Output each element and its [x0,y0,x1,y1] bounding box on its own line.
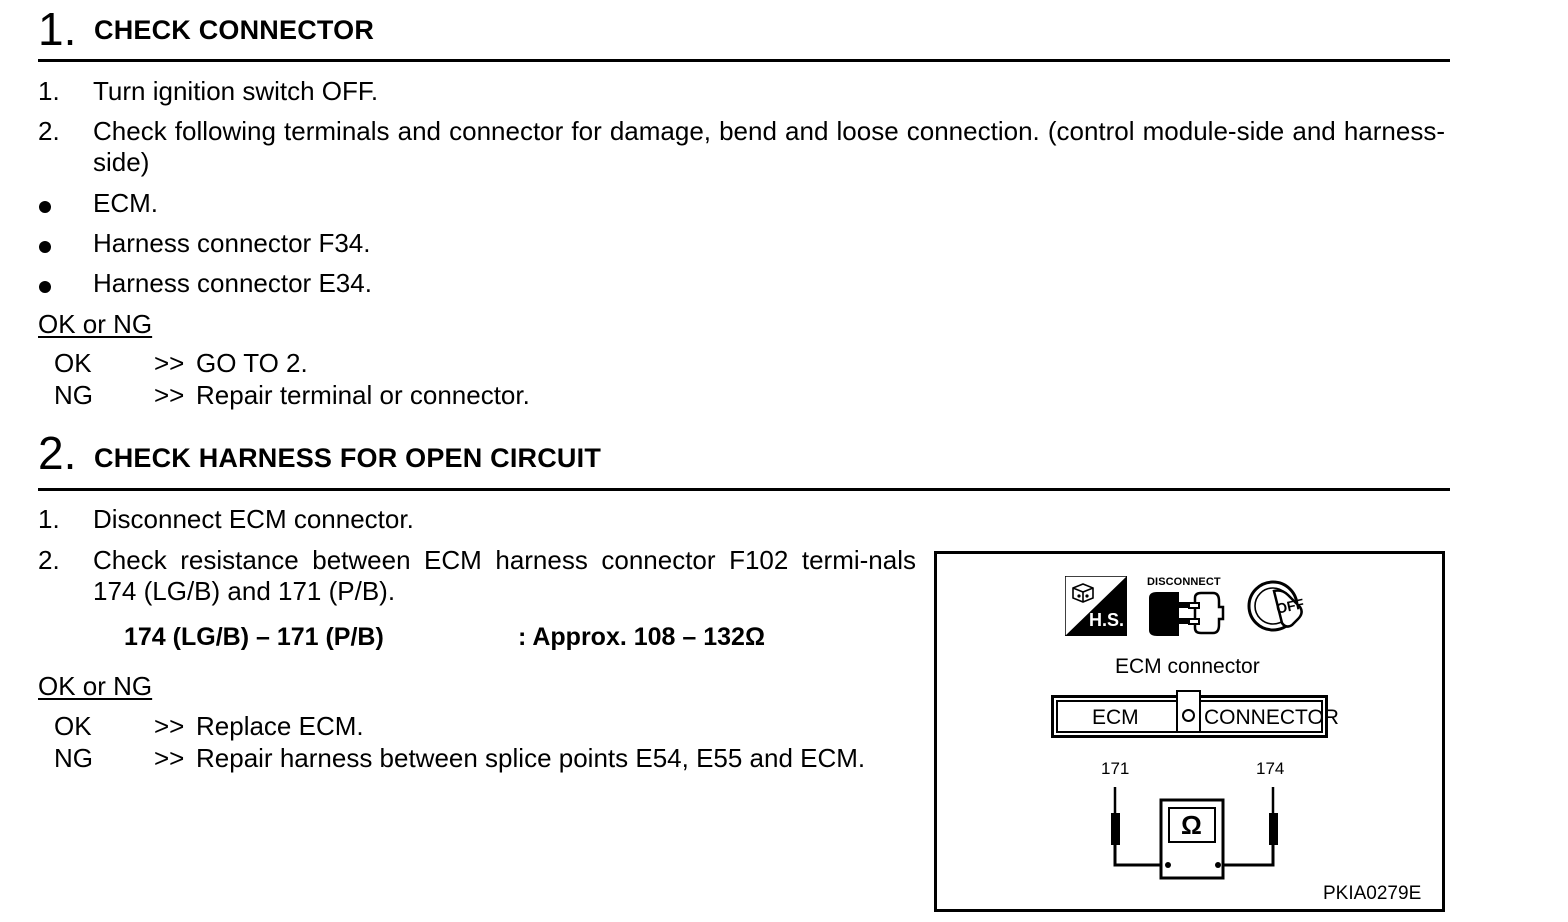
bullet-icon [39,201,51,213]
connector-latch [1176,690,1201,702]
s1-ng-label: NG [54,380,93,410]
s2-ng-action: Repair harness between splice points E54, E55 and ECM. [196,743,866,773]
s1-bullet-f34: Harness connector F34. [93,228,371,258]
s1-bullet-ecm: ECM. [93,188,158,218]
section2-rule [38,488,1450,491]
connector-ecm-text: ECM [1092,706,1139,729]
section1-number: 1. [38,3,77,55]
terminal-174-label: 174 [1256,759,1285,778]
s2-ok-action: Replace ECM. [196,711,364,741]
s2-step1-number: 1. [38,504,60,534]
section1-rule [38,59,1450,62]
s1-step2-text: Check following terminals and connector for damage, bend and loose connection. (control module-side and harness-side) [93,116,1445,177]
s1-step1-text: Turn ignition switch OFF. [93,76,379,106]
connector-connector-text: CONNECTOR [1204,706,1339,729]
s2-ok-arrow: >> [154,711,185,741]
disconnect-icon [1145,590,1225,638]
disconnect-label: DISCONNECT [1147,576,1221,588]
s1-ok-action: GO TO 2. [196,348,308,378]
bullet-icon [39,281,51,293]
section2-number: 2. [38,427,77,479]
s2-result-heading: OK or NG [38,671,153,701]
s2-ng-arrow: >> [154,743,185,773]
connector-divider [1199,700,1201,733]
s2-step1-text: Disconnect ECM connector. [93,504,414,534]
s1-step1-number: 1. [38,76,60,106]
ignition-off-label: OFF [1274,595,1306,617]
section1-title: CHECK CONNECTOR [94,15,375,45]
terminal-171-label: 171 [1101,759,1130,778]
s1-bullet-e34: Harness connector E34. [93,268,372,298]
s1-ng-arrow: >> [154,380,185,410]
resistance-spec-terminals: 174 (LG/B) – 171 (P/B) [124,623,384,651]
s1-step2-number: 2. [38,116,60,146]
harness-side-label: H.S. [1089,610,1125,630]
ecm-connector-caption: ECM connector [1115,655,1260,678]
section2-title: CHECK HARNESS FOR OPEN CIRCUIT [94,443,602,473]
s2-ok-label: OK [54,711,92,741]
s1-ok-label: OK [54,348,92,378]
s2-step2-text: Check resistance between ECM harness connector F102 termi-nals 174 (LG/B) and 171 (P/B). [93,545,916,606]
bullet-icon [39,241,51,253]
figure-code: PKIA0279E [1323,883,1422,904]
connector-divider [1176,700,1178,733]
resistance-spec-value: : Approx. 108 – 132Ω [518,623,765,651]
connector-lock-icon [1182,709,1195,722]
s1-result-heading: OK or NG [38,309,153,339]
s2-ng-label: NG [54,743,93,773]
s2-step2-number: 2. [38,545,60,575]
ohm-symbol-icon: Ω [1181,810,1202,840]
s1-ng-action: Repair terminal or connector. [196,380,530,410]
s1-ok-arrow: >> [154,348,185,378]
